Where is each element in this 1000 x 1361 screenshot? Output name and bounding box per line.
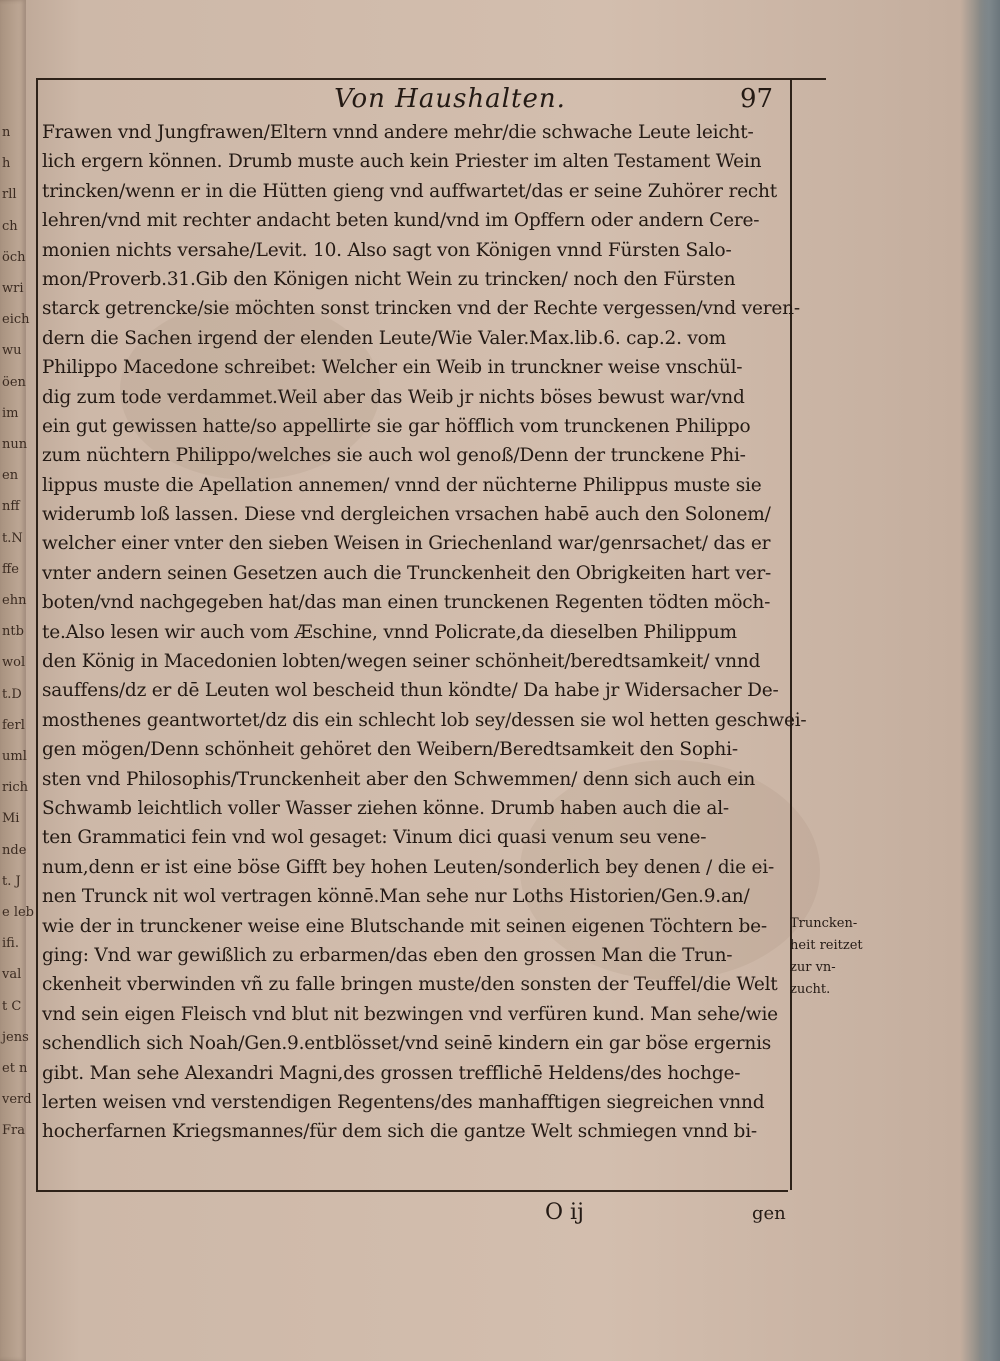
previous-page-fragment: n [2, 125, 11, 140]
previous-page-fragment: verd [2, 1092, 32, 1108]
text-line: monien nichts versahe/Levit. 10. Also sagt von Königen vnnd Fürsten Salo- [42, 239, 732, 261]
catchword: gen [752, 1203, 786, 1224]
text-line: gen mögen/Denn schönheit gehöret den Weibern/Beredtsamkeit den Sophi- [42, 739, 738, 761]
previous-page-fragment: ntb [2, 624, 24, 640]
margin-note-line: zur vn- [790, 960, 836, 975]
previous-page-fragment: öch [2, 249, 26, 265]
text-line: vnd sein eigen Fleisch vnd blut nit bezwingen vnd verfüren kund. Man sehe/wie [42, 1003, 778, 1025]
text-line: hocherfarnen Kriegsmannes/für dem sich die gantze Welt schmiegen vnnd bi- [42, 1121, 757, 1143]
previous-page-fragment: im [2, 405, 19, 421]
previous-page-fragment: et n [2, 1061, 28, 1076]
text-line: dern die Sachen irgend der elenden Leute/Wie Valer.Max.lib.6. cap.2. vom [42, 327, 726, 349]
previous-page-fragment: nde [2, 842, 27, 858]
previous-page-fragment: Fra [2, 1123, 25, 1139]
previous-page-fragment: eich [2, 312, 30, 328]
text-line: dig zum tode verdammet.Weil aber das Weib jr nichts böses bewust war/vnd [42, 386, 745, 408]
text-line: Schwamb leichtlich voller Wasser ziehen könne. Drumb haben auch die al- [42, 797, 729, 819]
previous-page-fragment: en [2, 468, 19, 484]
text-line: sauffens/dz er dē Leuten wol bescheid thun köndte/ Da habe jr Widersacher De- [42, 680, 779, 702]
text-line: Frawen vnd Jungfrawen/Eltern vnnd andere mehr/die schwache Leute leicht- [42, 122, 754, 143]
margin-note-line: heit reitzet [790, 938, 863, 953]
previous-page-fragment: t.N [2, 530, 23, 546]
margin-note-line: Truncken- [790, 916, 858, 931]
text-line: den König in Macedonien lobten/wegen seiner schönheit/beredtsamkeit/ vnnd [42, 651, 761, 673]
previous-page-fragment: wol [2, 655, 26, 671]
text-line: welcher einer vnter den sieben Weisen in Griechenland war/genrsachet/ das er [42, 533, 771, 555]
text-line: schendlich sich Noah/Gen.9.entblösset/vnd seinē kindern ein gar böse ergernis [42, 1033, 772, 1055]
previous-page-fragment: ifi. [2, 936, 19, 952]
binding-edge [978, 0, 1000, 1361]
text-line: lich ergern können. Drumb muste auch kein Priester im alten Testament Wein [42, 151, 762, 173]
text-line: nen Trunck nit wol vertragen könnē.Man sehe nur Loths Historien/Gen.9.an/ [42, 886, 750, 908]
previous-page-fragment: rich [2, 780, 29, 796]
previous-page-fragment: t. J [2, 873, 21, 889]
text-line: ten Grammatici fein vnd wol gesaget: Vinum dici quasi venum seu vene- [42, 827, 707, 849]
text-line: Philippo Macedone schreibet: Welcher ein Weib in trunckner weise vnschül- [42, 357, 743, 379]
text-line: zum nüchtern Philippo/welches sie auch wol genoß/Denn der trunckene Phi- [42, 445, 746, 467]
text-line: trincken/wenn er in die Hütten gieng vnd auffwartet/das er seine Zuhörer recht [42, 180, 777, 202]
text-line: ging: Vnd war gewißlich zu erbarmen/das eben den grossen Man die Trun- [42, 944, 733, 966]
body-text [42, 118, 807, 1178]
previous-page-fragment: h [2, 156, 11, 172]
previous-page-fragment: Mi [2, 811, 20, 827]
previous-page-fragment: öen [2, 374, 26, 390]
margin-note [790, 913, 880, 1001]
previous-page-fragment: t.D [2, 686, 22, 702]
previous-page-fragment: ffe [2, 561, 19, 577]
text-line: ein gut gewissen hatte/so appellirte sie gar höfflich vom trunckenen Philippo [42, 415, 751, 437]
previous-page-fragment: val [2, 967, 22, 983]
previous-page-fragment: nun [2, 437, 28, 452]
text-line: wie der in trunckener weise eine Blutschande mit seinen eigenen Töchtern be- [42, 915, 767, 937]
previous-page-fragment: t C [2, 998, 22, 1014]
previous-page-fragment: wu [2, 343, 22, 359]
text-line: boten/vnd nachgegeben hat/das man einen trunckenen Regenten tödten möch- [42, 592, 771, 614]
text-line: sten vnd Philosophis/Trunckenheit aber den Schwemmen/ denn sich auch ein [42, 768, 756, 790]
text-line: gibt. Man sehe Alexandri Magni,des grossen trefflichē Heldens/des hochge- [42, 1062, 741, 1084]
page-number: 97 [740, 84, 774, 114]
text-line: mosthenes geantwortet/dz dis ein schlecht lob sey/dessen sie wol hetten geschwei- [42, 709, 807, 731]
previous-page-fragment: e leb [2, 905, 34, 920]
text-line: lerten weisen vnd verstendigen Regentens/des manhafftigen siegreichen vnnd [42, 1091, 765, 1113]
previous-page-fragment: rll [2, 187, 17, 203]
previous-page-fragment: ferl [2, 717, 25, 733]
previous-page-fragment: ch [2, 218, 18, 234]
text-line: vnter andern seinen Gesetzen auch die Trunckenheit den Obrigkeiten hart ver- [42, 562, 772, 584]
previous-page-fragment: uml [2, 749, 27, 764]
previous-page-fragment: nff [2, 499, 20, 515]
previous-page-edge [0, 0, 34, 1361]
signature-mark: O ij [545, 1200, 584, 1225]
text-line: lippus muste die Apellation annemen/ vnnd der nüchterne Philippus muste sie [42, 474, 762, 496]
previous-page-fragment: wri [2, 281, 24, 296]
previous-page-fragment: ehn [2, 593, 27, 608]
text-line: widerumb loß lassen. Diese vnd dergleichen vrsachen habē auch den Solonem/ [42, 504, 771, 526]
text-line: num,denn er ist eine böse Gifft bey hohen Leuten/sonderlich bey denen / die ei- [42, 856, 775, 878]
previous-page-fragment: jens [2, 1029, 29, 1045]
text-line: lehren/vnd mit rechter andacht beten kund/vnd im Opffern oder andern Cere- [42, 210, 760, 232]
text-line: te.Also lesen wir auch vom Æschine, vnnd Policrate,da dieselben Philippum [42, 621, 737, 643]
text-line: mon/Proverb.31.Gib den Königen nicht Wein zu trincken/ noch den Fürsten [42, 268, 736, 290]
text-line: ckenheit vberwinden vñ zu falle bringen muste/den sonsten der Teuffel/die Welt [42, 974, 778, 996]
footer-rule [36, 1190, 788, 1192]
text-line: starck getrencke/sie möchten sonst trincken vnd der Rechte vergessen/vnd veren- [42, 298, 800, 320]
running-head: Von Haushalten. [334, 84, 566, 114]
margin-note-line: zucht. [790, 982, 831, 997]
